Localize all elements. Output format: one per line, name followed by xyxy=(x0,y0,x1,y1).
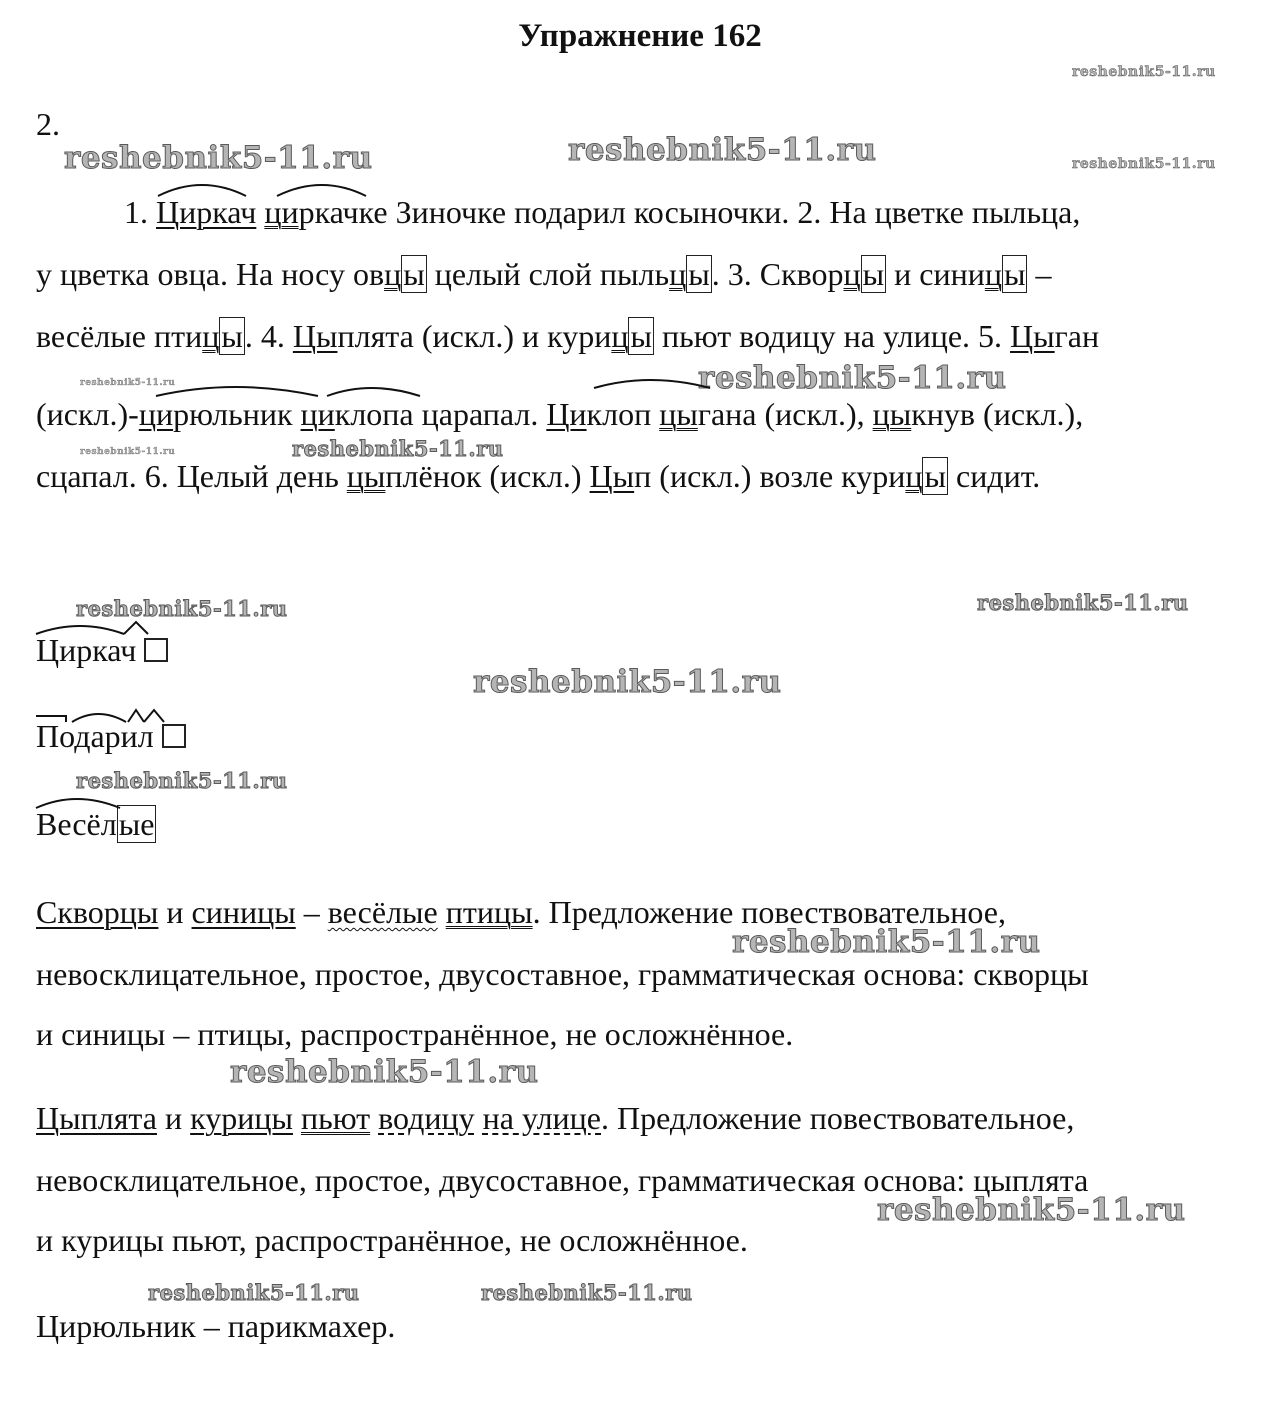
word-cirkach: Циркач xyxy=(156,194,257,230)
analysis-podaril: Подарил xyxy=(36,716,186,756)
ending-box xyxy=(162,724,186,748)
text-line-4: (искл.)-цирюльник циклопа царапал. Циклоп цыгана (искл.), цыкнув (искл.), xyxy=(36,396,1084,432)
watermark: reshebnik5-11.ru xyxy=(80,447,176,457)
watermark: reshebnik5-11.ru xyxy=(481,1280,693,1305)
watermark: reshebnik5-11.ru xyxy=(148,1280,360,1305)
watermark: reshebnik5-11.ru xyxy=(1072,64,1216,80)
watermark: reshebnik5-11.ru xyxy=(292,436,504,461)
watermark: reshebnik5-11.ru xyxy=(877,1192,1186,1228)
sentence-2-line-1: Цыплята и курицы пьют водицу на улице. Предложение повествовательное, xyxy=(36,1100,1075,1136)
root-arc xyxy=(594,380,710,388)
watermark: reshebnik5-11.ru xyxy=(473,664,782,700)
watermark: reshebnik5-11.ru xyxy=(977,590,1189,615)
text-line-3: весёлые птицы. 4. Цыплята (искл.) и курицы пьют водицу на улице. 5. Цыган xyxy=(36,318,1100,354)
watermark: reshebnik5-11.ru xyxy=(80,378,176,388)
ending-box xyxy=(144,638,168,662)
watermark: reshebnik5-11.ru xyxy=(732,924,1041,960)
sentence-2-line-3: и курицы пьют, распространённое, не осложнённое. xyxy=(36,1222,748,1258)
sentence-2-line-2: невосклицательное, простое, двусоставное, грамматическая основа: цыплята xyxy=(36,1162,1089,1198)
text-line-2: у цветка овца. На носу овцы целый слой пыльцы. 3. Скворцы и синицы – xyxy=(36,256,1052,292)
word-cirkachke: циркачке xyxy=(264,194,388,230)
watermark: reshebnik5-11.ru xyxy=(76,596,288,621)
watermark: reshebnik5-11.ru xyxy=(568,132,877,168)
analysis-veselye: Весёлые xyxy=(36,806,155,842)
text-line-5: сцапал. 6. Целый день цыплёнок (искл.) Цып (искл.) возле курицы сидит. xyxy=(36,458,1041,494)
watermark: reshebnik5-11.ru xyxy=(64,140,373,176)
sentence-1-line-2: невосклицательное, простое, двусоставное, грамматическая основа: скворцы xyxy=(36,956,1089,992)
analysis-cirkach: Циркач xyxy=(36,630,168,670)
definition: Цирюльник – парикмахер. xyxy=(36,1308,396,1344)
sentence-1-line-3: и синицы – птицы, распространённое, не осложнённое. xyxy=(36,1016,794,1052)
watermark: reshebnik5-11.ru xyxy=(230,1054,539,1090)
sentence-1-line-1: Скворцы и синицы – весёлые птицы. Предложение повествовательное, xyxy=(36,894,1006,930)
watermark: reshebnik5-11.ru xyxy=(76,768,288,793)
watermark: reshebnik5-11.ru xyxy=(1072,156,1216,172)
text-line-1: 1. Циркач циркачке Зиночке подарил косыночки. 2. На цветке пыльца, xyxy=(124,194,1081,230)
page-title: Упражнение 162 xyxy=(518,18,762,54)
task-number: 2. xyxy=(36,106,60,142)
watermark: reshebnik5-11.ru xyxy=(698,360,1007,396)
